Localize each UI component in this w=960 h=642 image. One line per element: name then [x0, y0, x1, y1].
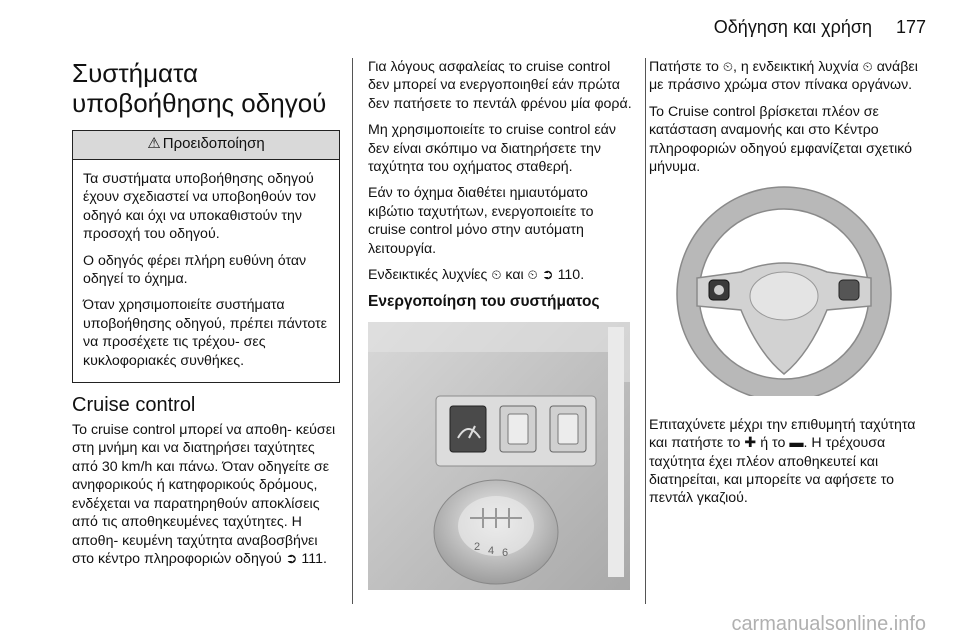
- plus-icon: ✚: [744, 435, 757, 452]
- paragraph-text: . Η τρέχουσα ταχύτητα έχει πλέον αποθηκευτεί και διατηρείται, και μπορείτε να αφήσετε το πεντάλ γκαζιού.: [649, 435, 894, 507]
- dashboard-switch-illustration: [368, 322, 630, 590]
- page-ref-icon: ➲: [285, 550, 298, 567]
- column-2: [368, 58, 634, 610]
- paragraph: [649, 416, 924, 508]
- warning-triangle-icon: ⚠: [147, 135, 161, 152]
- page-ref[interactable]: 110.: [557, 267, 585, 284]
- warning-heading: Προειδοποίηση: [162, 135, 265, 152]
- paragraph: [72, 421, 340, 568]
- column-divider: [645, 58, 646, 604]
- paragraph: Το Cruise control βρίσκεται πλέον σε κατάσταση αναμονής και στο Κέντρο πληροφοριών οδηγού εμφανίζεται σχετικό μήνυμα.: [649, 103, 913, 176]
- page-header: [60, 14, 926, 40]
- warning-text: Ο οδηγός φέρει πλήρη ευθύνη όταν οδηγεί το όχημα.: [83, 252, 307, 288]
- column-1: [72, 58, 340, 576]
- cruise-speedometer-icon: ⏲: [722, 59, 733, 74]
- gear-label: 2: [474, 541, 481, 554]
- warning-body: [73, 160, 339, 382]
- gear-label: 6: [502, 547, 509, 560]
- warning-header: [73, 131, 339, 160]
- cruise-control-heading: Cruise control: [72, 394, 196, 417]
- paragraph-text: ή το: [760, 435, 786, 452]
- paragraph-text: Επιταχύνετε μέχρι την επιθυμητή ταχύτητα και πατήστε το: [649, 416, 916, 452]
- paragraph-text: Το cruise control μπορεί να αποθη- κεύσει στη μνήμη και να διατηρήσει ταχύτητες από 30 km/h και πάνω. Όταν οδηγείτε σε ανηφορικούς ή κατηφορικούς δρόμους, ενδέχεται να παρατηρηθούν αποκλίσεις από τις αποθηκευμένες ταχύτητες. Η αποθη- κευμένη ταχύτητα αναβοσβήνει στο κέντρο πληροφοριών οδηγού: [72, 422, 336, 567]
- paragraph-text: , η ενδεικτική λυχνία: [732, 59, 859, 75]
- paragraph: Για λόγους ασφαλείας το cruise control δεν μπορεί να ενεργοποιηθεί εάν πρώτα δεν πατήσετε το πεντάλ φρένου μία φορά.: [368, 59, 632, 112]
- paragraph: [649, 58, 924, 95]
- warning-box: [72, 130, 340, 383]
- section-heading: Συστήματα υποβοήθησης οδηγού: [72, 58, 327, 118]
- column-3: [649, 58, 924, 516]
- paragraph-text: ανάβει με πράσινο χρώμα στον πίνακα οργάνων.: [649, 59, 918, 94]
- paragraph: Μη χρησιμοποιείτε το cruise control εάν δεν είναι σκόπιμο να διατηρήσετε την ταχύτητα του οχήματος σταθερή.: [368, 122, 616, 176]
- paragraph-text: Ενδεικτικές λυχνίες: [368, 267, 488, 284]
- column-divider: [352, 58, 353, 604]
- cruise-speedometer-set-icon: ⏲: [527, 267, 538, 283]
- paragraph: Εάν το όχημα διαθέτει ημιαυτόματο κιβώτιο ταχυτήτων, ενεργοποιείτε το cruise control μόνο στην αυτόματη λειτουργία.: [368, 185, 594, 257]
- cruise-indicator-icon: ⏲: [862, 59, 873, 74]
- watermark: carmanualsonline.info: [731, 613, 926, 635]
- cruise-speedometer-icon: ⏲: [491, 267, 502, 283]
- steering-wheel-figure: [649, 184, 924, 401]
- warning-text: Τα συστήματα υποβοήθησης οδηγού έχουν σχεδιαστεί να υποβοηθούν τον οδηγό και όχι να υποκαθιστούν την προσοχή του οδηγού.: [83, 171, 317, 243]
- paragraph-text: Πατήστε το: [649, 59, 719, 75]
- activation-heading: Ενεργοποίηση του συστήματος: [368, 293, 600, 311]
- steering-wheel-illustration: [649, 184, 924, 396]
- minus-icon: ▬: [789, 435, 804, 452]
- paragraph: [368, 266, 634, 284]
- paragraph-text: και: [505, 267, 524, 284]
- page-ref[interactable]: 111.: [301, 550, 327, 567]
- dashboard-switch-figure: [368, 322, 634, 595]
- warning-text: Όταν χρησιμοποιείτε συστήματα υποβοήθησης οδηγού, πρέπει πάντοτε να προσέχετε τις τρέχου- σες κυκλοφοριακές συνθήκες.: [83, 297, 327, 369]
- gear-label: 4: [488, 545, 495, 558]
- page-ref-icon: ➲: [541, 267, 554, 284]
- section-title: Οδήγηση και χρήση: [713, 16, 872, 37]
- page-number: 177: [895, 16, 926, 37]
